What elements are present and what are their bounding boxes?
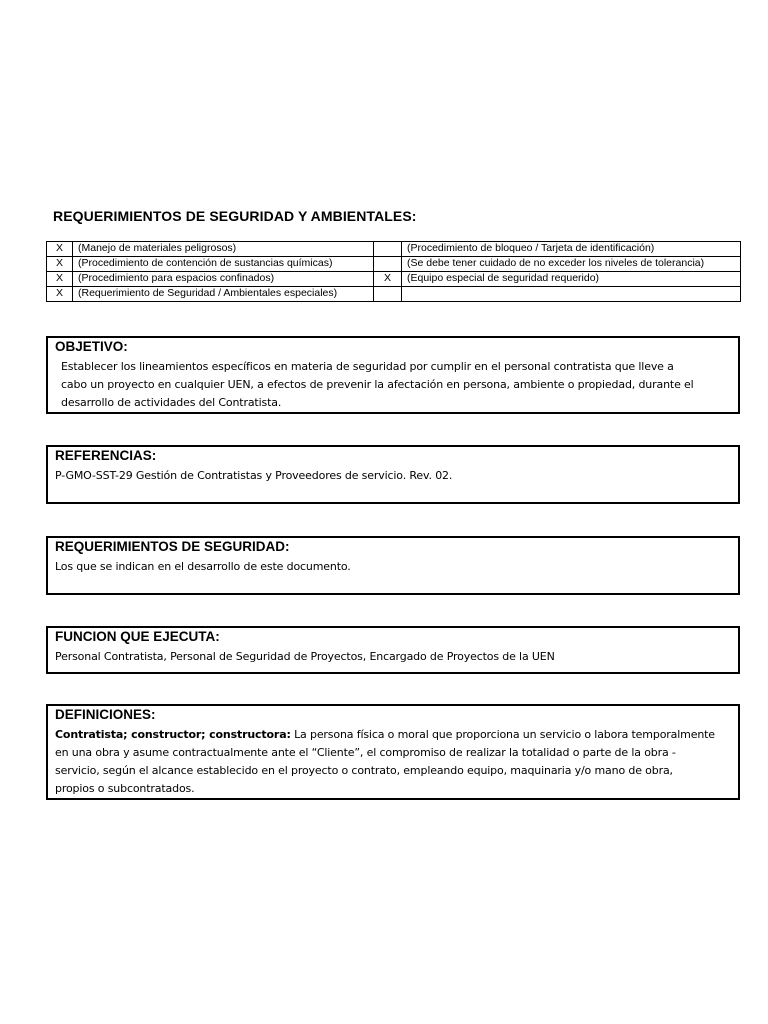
requirement-label: (Equipo especial de seguridad requerido) xyxy=(402,272,741,287)
checkbox-cell: X xyxy=(47,272,73,287)
requirement-label: (Requerimiento de Seguridad / Ambientales especiales) xyxy=(73,287,374,302)
text-line: en una obra y asume contractualmente ante el “Cliente”, el compromiso de realizar la totalidad o parte de la obra - xyxy=(55,746,676,759)
section-title: OBJETIVO: xyxy=(55,339,128,354)
definition-term: Contratista; constructor; constructora: xyxy=(55,728,291,741)
section-title: DEFINICIONES: xyxy=(55,707,156,722)
text-line: propios o subcontratados. xyxy=(55,782,195,795)
checkbox-cell: X xyxy=(47,287,73,302)
text-line xyxy=(55,726,730,744)
checkbox-cell xyxy=(374,242,402,257)
text-line: servicio, según el alcance establecido en el proyecto o contrato, empleando equipo, maquinaria y/o mano de obra, xyxy=(55,764,673,777)
requirement-label: (Procedimiento de contención de sustancias químicas) xyxy=(73,257,374,272)
requirements-table xyxy=(46,241,741,302)
section-body xyxy=(61,358,730,412)
table-row xyxy=(47,242,741,257)
requirement-label: (Procedimiento de bloqueo / Tarjeta de identificación) xyxy=(402,242,741,257)
section-body: P-GMO-SST-29 Gestión de Contratistas y Proveedores de servicio. Rev. 02. xyxy=(55,469,453,482)
requirement-label: (Procedimiento para espacios confinados) xyxy=(73,272,374,287)
checkbox-cell: X xyxy=(47,242,73,257)
table-row xyxy=(47,272,741,287)
checkbox-cell xyxy=(374,287,402,302)
requirement-label xyxy=(402,287,741,302)
definition-text: La persona física o moral que proporciona un servicio o labora temporalmente xyxy=(290,728,715,741)
requirement-label: (Se debe tener cuidado de no exceder los niveles de tolerancia) xyxy=(402,257,741,272)
requerimientos-seguridad-section xyxy=(46,536,740,595)
text-line: cabo un proyecto en cualquier UEN, a efectos de prevenir la afectación en persona, ambiente o propiedad, durante el xyxy=(61,378,694,391)
checkbox-cell: X xyxy=(47,257,73,272)
checkbox-cell xyxy=(374,257,402,272)
table-row xyxy=(47,287,741,302)
table-row xyxy=(47,257,741,272)
section-title: FUNCION QUE EJECUTA: xyxy=(55,629,220,644)
text-line: desarrollo de actividades del Contratista. xyxy=(61,396,282,409)
objetivo-section xyxy=(46,336,740,414)
section-title: REFERENCIAS: xyxy=(55,448,157,463)
section-body xyxy=(55,726,730,798)
requirements-title: REQUERIMIENTOS DE SEGURIDAD Y AMBIENTALES: xyxy=(53,208,417,224)
section-body: Los que se indican en el desarrollo de este documento. xyxy=(55,560,351,573)
referencias-section xyxy=(46,445,740,504)
checkbox-cell: X xyxy=(374,272,402,287)
funcion-section xyxy=(46,626,740,674)
requirement-label: (Manejo de materiales peligrosos) xyxy=(73,242,374,257)
text-line: Establecer los lineamientos específicos en materia de seguridad por cumplir en el personal contratista que lleve a xyxy=(61,360,674,373)
section-body: Personal Contratista, Personal de Seguridad de Proyectos, Encargado de Proyectos de la UEN xyxy=(55,650,555,663)
section-title: REQUERIMIENTOS DE SEGURIDAD: xyxy=(55,539,290,554)
definiciones-section xyxy=(46,704,740,800)
